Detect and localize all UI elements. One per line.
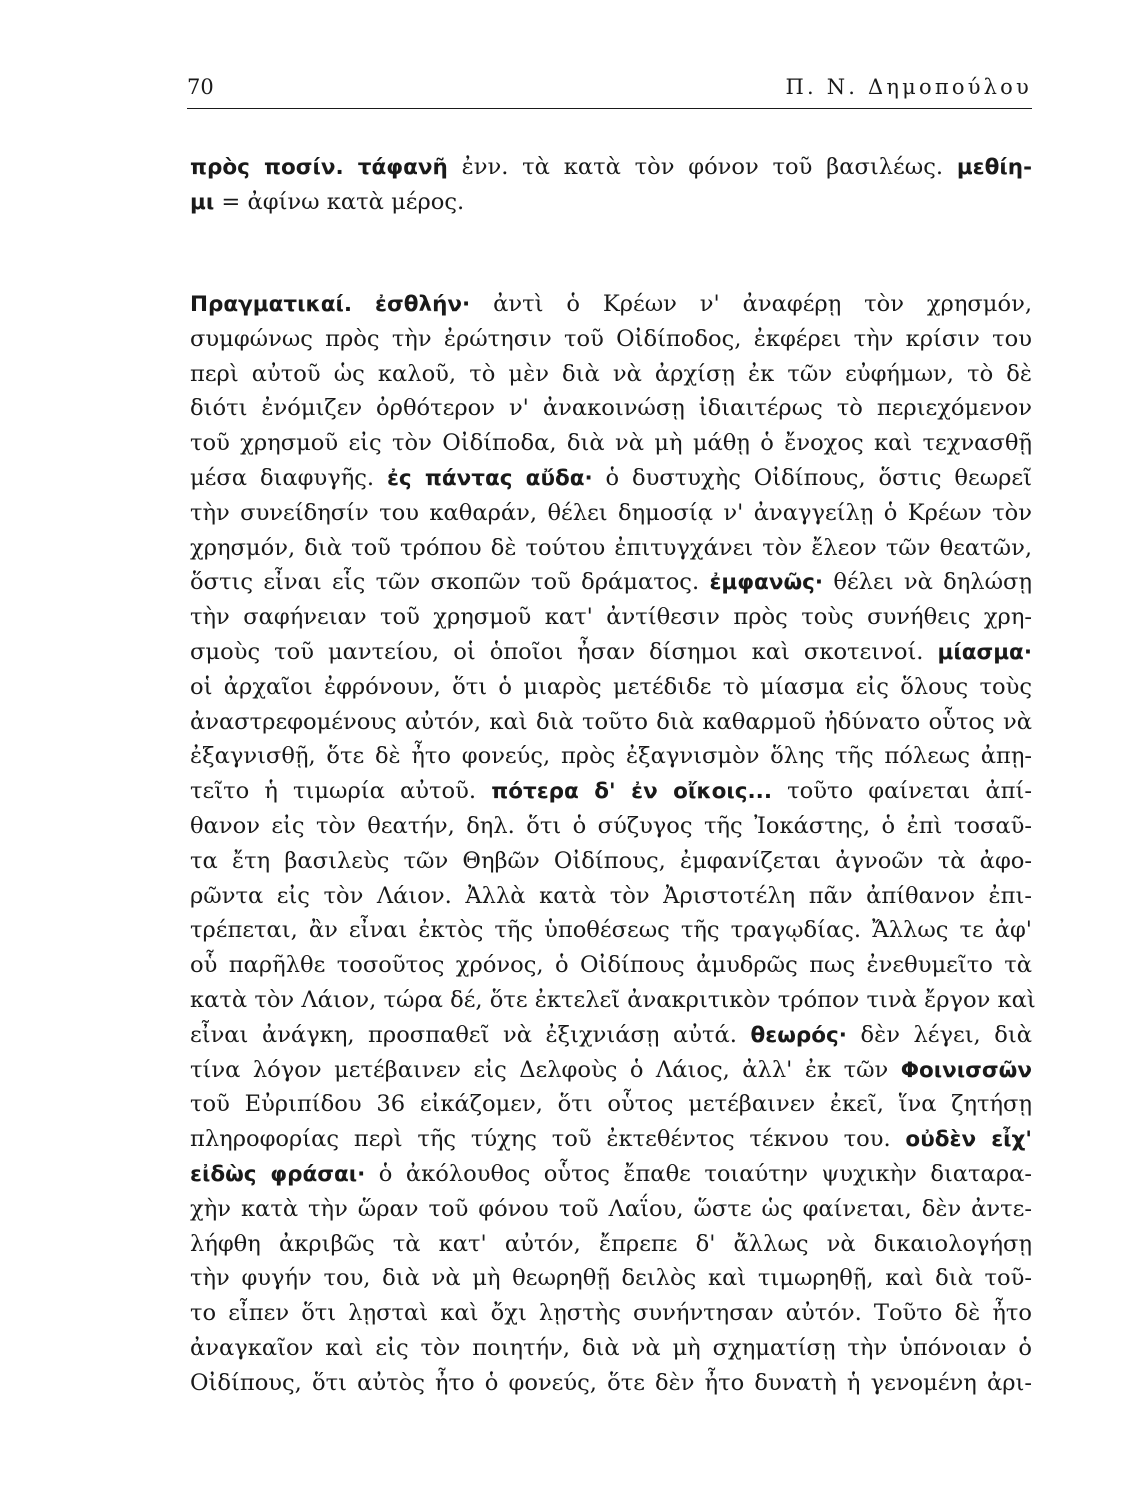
text-line: εἶναι ἀνάγκη, προσπαθεῖ νὰ ἐξιχνιάσῃ αὐτά. θεωρός· δὲν λέγει, διὰ [190,1021,1032,1048]
text-line: λήφθη ἀκριβῶς τὰ κατ' αὐτόν, ἔπρεπε δ' ἄλλως νὰ δικαιολογήσῃ [190,1230,1032,1257]
main-paragraph [190,287,1036,1401]
page-number: 70 [187,75,214,99]
text-line: συμφώνως πρὸς τὴν ἐρώτησιν τοῦ Οἰδίποδος, ἐκφέρει τὴν κρίσιν του [190,325,1032,352]
text-line: εἰδὼς φράσαι· ὁ ἀκόλουθος οὗτος ἔπαθε τοιαύτην ψυχικὴν διαταρα- [190,1160,1032,1187]
text-line: τίνα λόγον μετέβαινεν εἰς Δελφοὺς ὁ Λάιος, ἀλλ' ἐκ τῶν Φοινισσῶν [190,1056,1032,1083]
bold-term: εἰδὼς φράσαι· [190,1161,366,1187]
bold-term: θεωρός· [750,1022,847,1048]
text-line: τὴν φυγήν του, διὰ νὰ μὴ θεωρηθῇ δειλὸς καὶ τιμωρηθῇ, καὶ διὰ τοῦ- [190,1265,1032,1292]
text-line: διότι ἐνόμιζεν ὀρθότερον ν' ἀνακοινώσῃ ἰδιαιτέρως τὸ περιεχόμενον [190,395,1032,422]
bold-term: ἐμφανῶς· [709,570,824,596]
bold-term: μι [190,189,215,215]
text-line: ὅστις εἶναι εἷς τῶν σκοπῶν τοῦ δράματος. ἐμφανῶς· θέλει νὰ δηλώσῃ [190,569,1032,596]
text-line [190,185,1032,220]
header-rule [187,108,1032,109]
bold-term: ἐσθλήν· [375,292,471,317]
text-line: τα ἔτη βασιλεὺς τῶν Θηβῶν Οἰδίπους, ἐμφανίζεται ἀγνοῶν τὰ ἀφο- [190,847,1032,874]
text-line: χρησμόν, διὰ τοῦ τρόπου δὲ τούτου ἐπιτυγχάνει τὸν ἔλεον τῶν θεατῶν, [190,534,1032,561]
running-head: Π. Ν. Δημοπούλου [785,75,1032,99]
text-line: Οἰδίπους, ὅτι αὐτὸς ἦτο ὁ φονεύς, ὅτε δὲν ἦτο δυνατὴ ἡ γενομένη ἀρι- [190,1369,1032,1396]
text-line: τὴν συνείδησίν του καθαράν, θέλει δημοσίᾳ ν' ἀναγγείλῃ ὁ Κρέων τὸν [190,499,1032,526]
bold-term: Φοινισσῶν [900,1057,1032,1083]
text-line: θανον εἰς τὸν θεατήν, δηλ. ὅτι ὁ σύζυγος τῆς Ἰοκάστης, ὁ ἐπὶ τοσαῦ- [190,812,1032,839]
bold-term: οὐδὲν εἶχ' [905,1127,1032,1153]
page-header [187,72,1032,108]
intro-paragraph [190,150,1032,220]
bold-term: μίασμα· [937,639,1032,665]
text-line: οἱ ἀρχαῖοι ἐφρόνουν, ὅτι ὁ μιαρὸς μετέδιδε τὸ μίασμα εἰς ὅλους τοὺς [190,673,1032,700]
text-line: τρέπεται, ἂν εἶναι ἐκτὸς τῆς ὑποθέσεως τῆς τραγῳδίας. Ἄλλως τε ἀφ' [190,917,1032,944]
text-line: περὶ αὐτοῦ ὡς καλοῦ, τὸ μὲν διὰ νὰ ἀρχίσῃ ἐκ τῶν εὐφήμων, τὸ δὲ [190,360,1032,387]
text-line: πληροφορίας περὶ τῆς τύχης τοῦ ἐκτεθέντος τέκνου του. οὐδὲν εἶχ' [190,1126,1032,1153]
text-line: ἀναγκαῖον καὶ εἰς τὸν ποιητήν, διὰ νὰ μὴ σχηματίσῃ τὴν ὑπόνοιαν ὁ [190,1334,1032,1361]
text-line: μέσα διαφυγῆς. ἐς πάντας αὔδα· ὁ δυστυχὴς Οἰδίπους, ὅστις θεωρεῖ [190,464,1032,491]
text-line: ἀναστρεφομένους αὐτόν, καὶ διὰ τοῦτο διὰ καθαρμοῦ ἠδύνατο οὗτος νὰ [190,708,1032,735]
text-line: το εἶπεν ὅτι λῃσταὶ καὶ ὄχι λῃστὴς συνήντησαν αὐτόν. Τοῦτο δὲ ἦτο [190,1300,1032,1327]
bold-term: Πραγματικαί. [190,292,353,317]
text-line: ρῶντα εἰς τὸν Λάιον. Ἀλλὰ κατὰ τὸν Ἀριστοτέλη πᾶν ἀπίθανον ἐπι- [190,882,1032,909]
text-line: τοῦ χρησμοῦ εἰς τὸν Οἰδίποδα, διὰ νὰ μὴ μάθῃ ὁ ἔνοχος καὶ τεχνασθῇ [190,430,1032,457]
text-line [190,150,1032,185]
text-line: χὴν κατὰ τὴν ὥραν τοῦ φόνου τοῦ Λαΐου, ὥστε ὡς φαίνεται, δὲν ἀντε- [190,1195,1032,1222]
bold-term: ἐς πάντας αὔδα· [386,465,593,491]
text-line: τοῦ Εὐριπίδου 36 εἰκάζομεν, ὅτι οὗτος μετέβαινεν ἐκεῖ, ἵνα ζητήσῃ [190,1091,1032,1118]
text-line: Πραγματικαί. ἐσθλήν· ἀντὶ ὁ Κρέων ν' ἀναφέρῃ τὸν χρησμόν, [190,291,1033,317]
bold-term: πρὸς ποσίν. τάφανῆ [190,155,448,180]
text-line: σμοὺς τοῦ μαντείου, οἱ ὁποῖοι ἦσαν δίσημοι καὶ σκοτεινοί. μίασμα· [190,638,1032,665]
text-line: οὗ παρῆλθε τοσοῦτος χρόνος, ὁ Οἰδίπους ἀμυδρῶς πως ἐνεθυμεῖτο τὰ [190,952,1032,979]
bold-term: πότερα δ' ἐν οἴκοις... [491,779,772,805]
text-line: κατὰ τὸν Λάιον, τώρα δέ, ὅτε ἐκτελεῖ ἀνακριτικὸν τρόπον τινὰ ἔργον καὶ [190,986,1036,1013]
text-run: ἐνν. τὰ κατὰ τὸν φόνον τοῦ βασιλέως. [447,154,944,180]
bold-term: μεθίη- [956,155,1032,180]
text-line: τεῖτο ἡ τιμωρία αὐτοῦ. πότερα δ' ἐν οἴκοις... τοῦτο φαίνεται ἀπί- [190,778,1032,805]
text-line: ἐξαγνισθῇ, ὅτε δὲ ἦτο φονεύς, πρὸς ἐξαγνισμὸν ὅλης τῆς πόλεως ἀπῃ- [190,743,1032,770]
text-run: = ἀφίνω κατὰ μέρος. [214,188,465,215]
text-line: τὴν σαφήνειαν τοῦ χρησμοῦ κατ' ἀντίθεσιν πρὸς τοὺς συνήθεις χρη- [190,604,1032,631]
